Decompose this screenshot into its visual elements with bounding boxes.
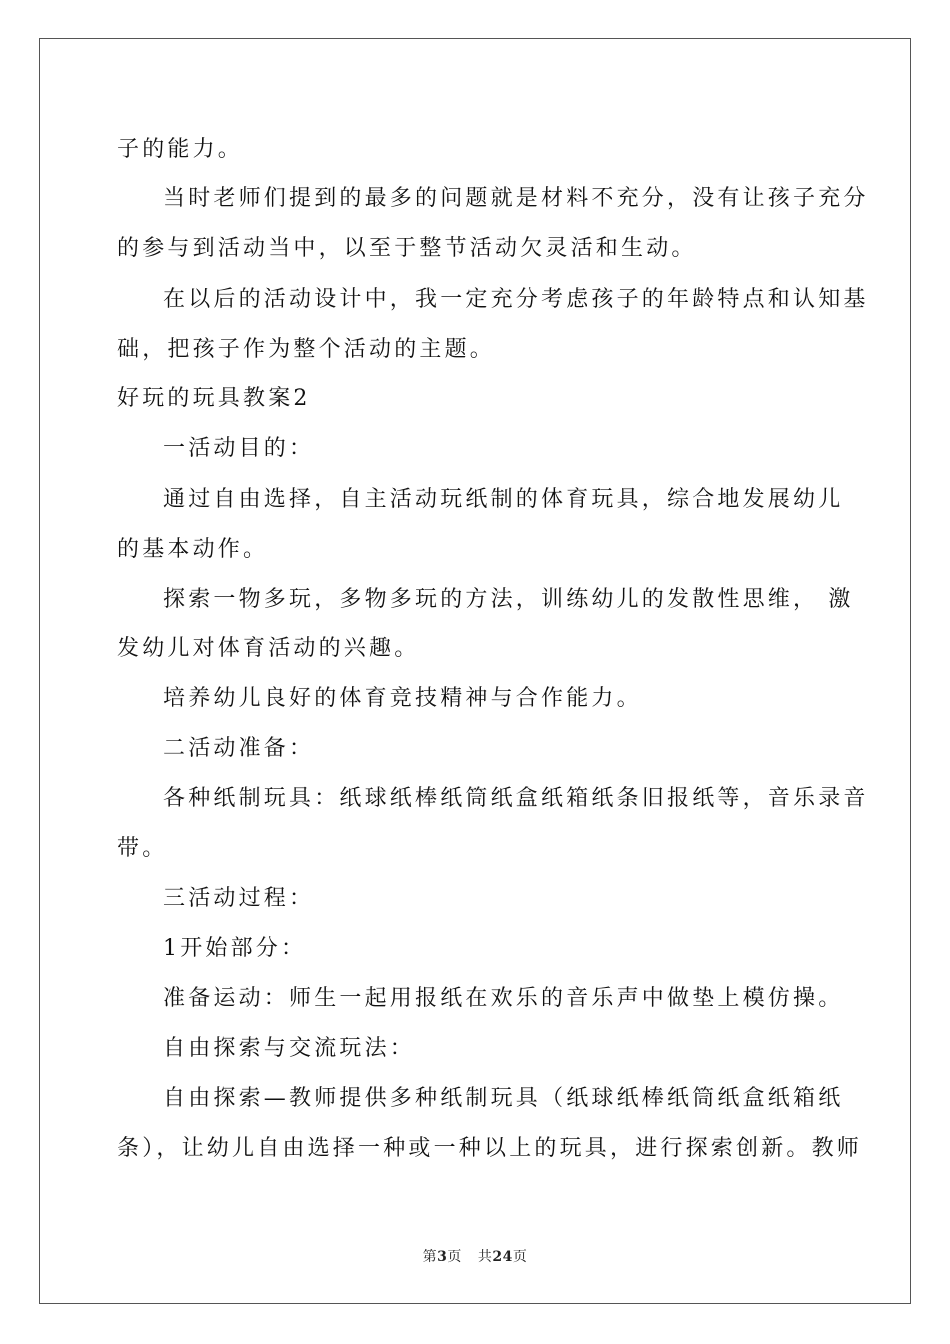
page-footer [0, 1246, 950, 1266]
paragraph-line: 当时老师们提到的最多的问题就是材料不充分，没有让孩子充分 [163, 186, 869, 211]
text-line: 的参与到活动当中，以至于整节活动欠灵活和生动。 [117, 236, 697, 261]
text-line: 础，把孩子作为整个活动的主题。 [117, 337, 496, 362]
text-line: 条），让幼儿自由选择一种或一种以上的玩具，进行探索创新。教师 [117, 1136, 863, 1161]
text-line: 子的能力。 [117, 137, 244, 162]
paragraph-line: 在以后的活动设计中，我一定充分考虑孩子的年龄特点和认知基 [163, 287, 869, 312]
text-line: 的基本动作。 [117, 537, 269, 562]
paragraph-line: 准备运动：师生一起用报纸在欢乐的音乐声中做垫上模仿操。 [163, 986, 844, 1011]
text-line: 发幼儿对体育活动的兴趣。 [117, 636, 420, 661]
page-border [39, 38, 911, 1304]
section-heading: 一活动目的： [163, 436, 315, 461]
section-heading: 二活动准备： [163, 736, 315, 761]
text-line: 带。 [117, 836, 168, 861]
footer-page-suffix: 页 [447, 1249, 462, 1265]
footer-total-pages: 24 [492, 1249, 513, 1265]
footer-total-suffix: 页 [512, 1249, 528, 1265]
footer-page-prefix: 第 [422, 1249, 438, 1265]
subsection-heading: 1开始部分： [163, 936, 307, 961]
paragraph-line: 培养幼儿良好的体育竞技精神与合作能力。 [163, 686, 642, 711]
paragraph-line: 探索一物多玩，多物多玩的方法，训练幼儿的发散性思维， 激 [163, 587, 854, 612]
paragraph-line: 自由探索与交流玩法： [163, 1036, 416, 1061]
paragraph-line: 各种纸制玩具：纸球纸棒纸筒纸盒纸箱纸条旧报纸等，音乐录音 [163, 786, 869, 811]
footer-page-number: 3 [437, 1249, 448, 1265]
section-heading: 三活动过程： [163, 886, 315, 911]
footer-total-prefix: 共 [477, 1249, 493, 1265]
section-title: 好玩的玩具教案2 [117, 386, 311, 411]
paragraph-line: 自由探索—教师提供多种纸制玩具（纸球纸棒纸筒纸盒纸箱纸 [163, 1086, 844, 1111]
paragraph-line: 通过自由选择，自主活动玩纸制的体育玩具，综合地发展幼儿 [163, 487, 844, 512]
